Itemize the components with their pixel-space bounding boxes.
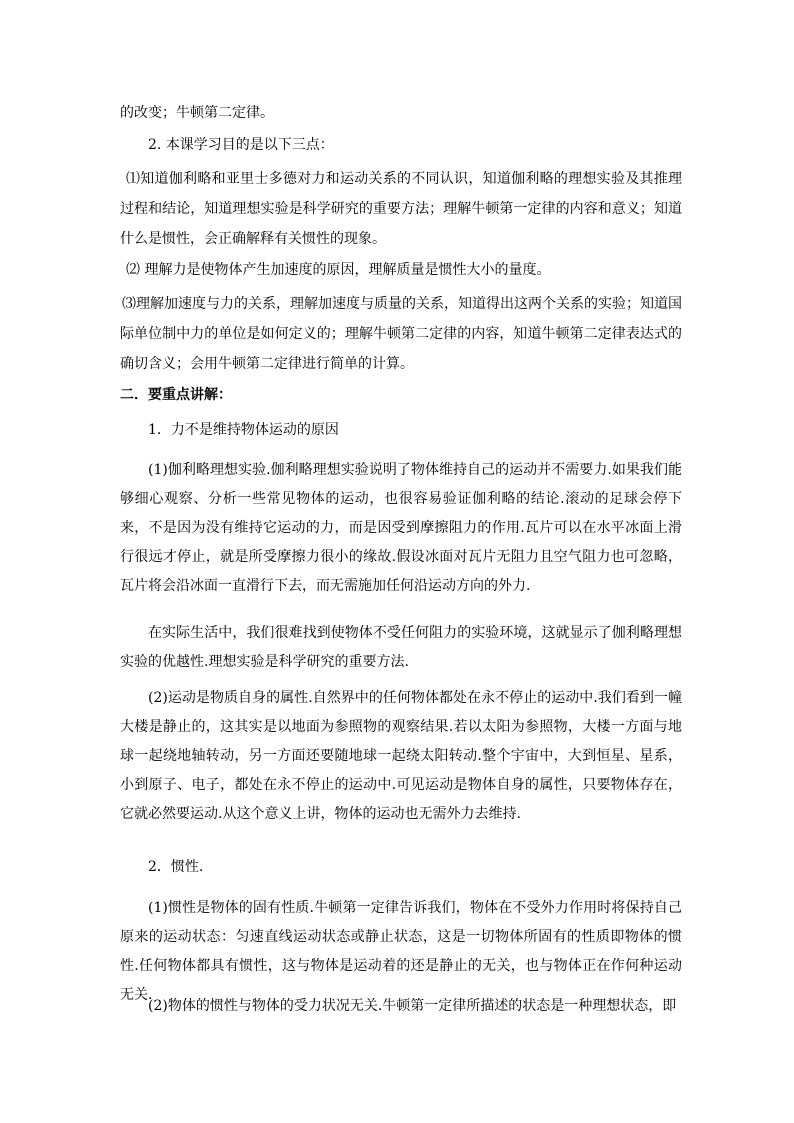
- paragraph-goal-1: ⑴知道伽利略和亚里士多德对力和运动关系的不同认识，知道伽利略的理想实验及其推理过程和结论，知道理想实验是科学研究的重要方法；理解牛顿第一定律的内容和意义；知道什么是惯性，会正确解释有关惯性的现象。: [120, 171, 682, 247]
- paragraph-goal-2: ⑵ 理解力是使物体产生加速度的原因，理解质量是惯性大小的量度。: [126, 262, 551, 278]
- section-heading-key-points: 二．要重点讲解：: [120, 387, 232, 403]
- paragraph-goal-3: ⑶理解加速度与力的关系，理解加速度与质量的关系，知道得出这两个关系的实验；知道国际单位制中力的单位是如何定义的；理解牛顿第二定律的内容，知道牛顿第二定律表达式的确切含义；会用牛顿第二定律进行简单的计算。: [120, 296, 682, 372]
- paragraph-continuation: 的改变；牛顿第二定律。: [120, 105, 274, 121]
- paragraph-real-life: 在实际生活中，我们很难找到使物体不受任何阻力的实验环境，这就显示了伽利略理想实验的优越性.理想实验是科学研究的重要方法.: [120, 625, 682, 670]
- subheading-inertia: 2．惯性.: [148, 859, 204, 875]
- paragraph-inertia-force-independent: (2)物体的惯性与物体的受力状况无关.牛顿第一定律所描述的状态是一种理想状态，即: [148, 998, 677, 1014]
- subheading-force-not-cause: 1．力不是维持物体运动的原因: [148, 422, 339, 438]
- paragraph-inertia-intrinsic: (1)惯性是物体的固有性质.牛顿第一定律告诉我们，物体在不受外力作用时将保持自己原来的运动状态：匀速直线运动状态或静止状态，这是一切物体所固有的性质即物体的惯性.任何物体都具有惯性，这与物体是运动着的还是静止的无关，也与物体正在作何种运动无关.: [120, 900, 682, 1003]
- paragraph-galileo-ideal-experiment: (1)伽利略理想实验.伽利略理想实验说明了物体维持自己的运动并不需要力.如果我们能够细心观察、分析一些常见物体的运动，也很容易验证伽利略的结论.滚动的足球会停下来，不是因为没有维持它运动的力，而是因受到摩擦阻力的作用.瓦片可以在水平冰面上滑行很远才停止，就是所受摩擦力很小的缘故.假设冰面对瓦片无阻力且空气阻力也可忽略，瓦片将会沿冰面一直滑行下去，而无需施加任何沿运动方向的外力.: [120, 462, 682, 594]
- paragraph-goals-intro: 2. 本课学习目的是以下三点：: [148, 137, 334, 153]
- paragraph-motion-property: (2)运动是物质自身的属性.自然界中的任何物体都处在永不停止的运动中.我们看到一幢大楼是静止的，这其实是以地面为参照物的观察结果.若以太阳为参照物，大楼一方面与地球一起绕地轴转动，另一方面还要随地球一起绕太阳转动.整个宇宙中，大到恒星、星系，小到原子、电子，都处在永不停止的运动中.可见运动是物体自身的属性，只要物体存在，它就必然要运动.从这个意义上讲，物体的运动也无需外力去维持.: [120, 690, 682, 822]
